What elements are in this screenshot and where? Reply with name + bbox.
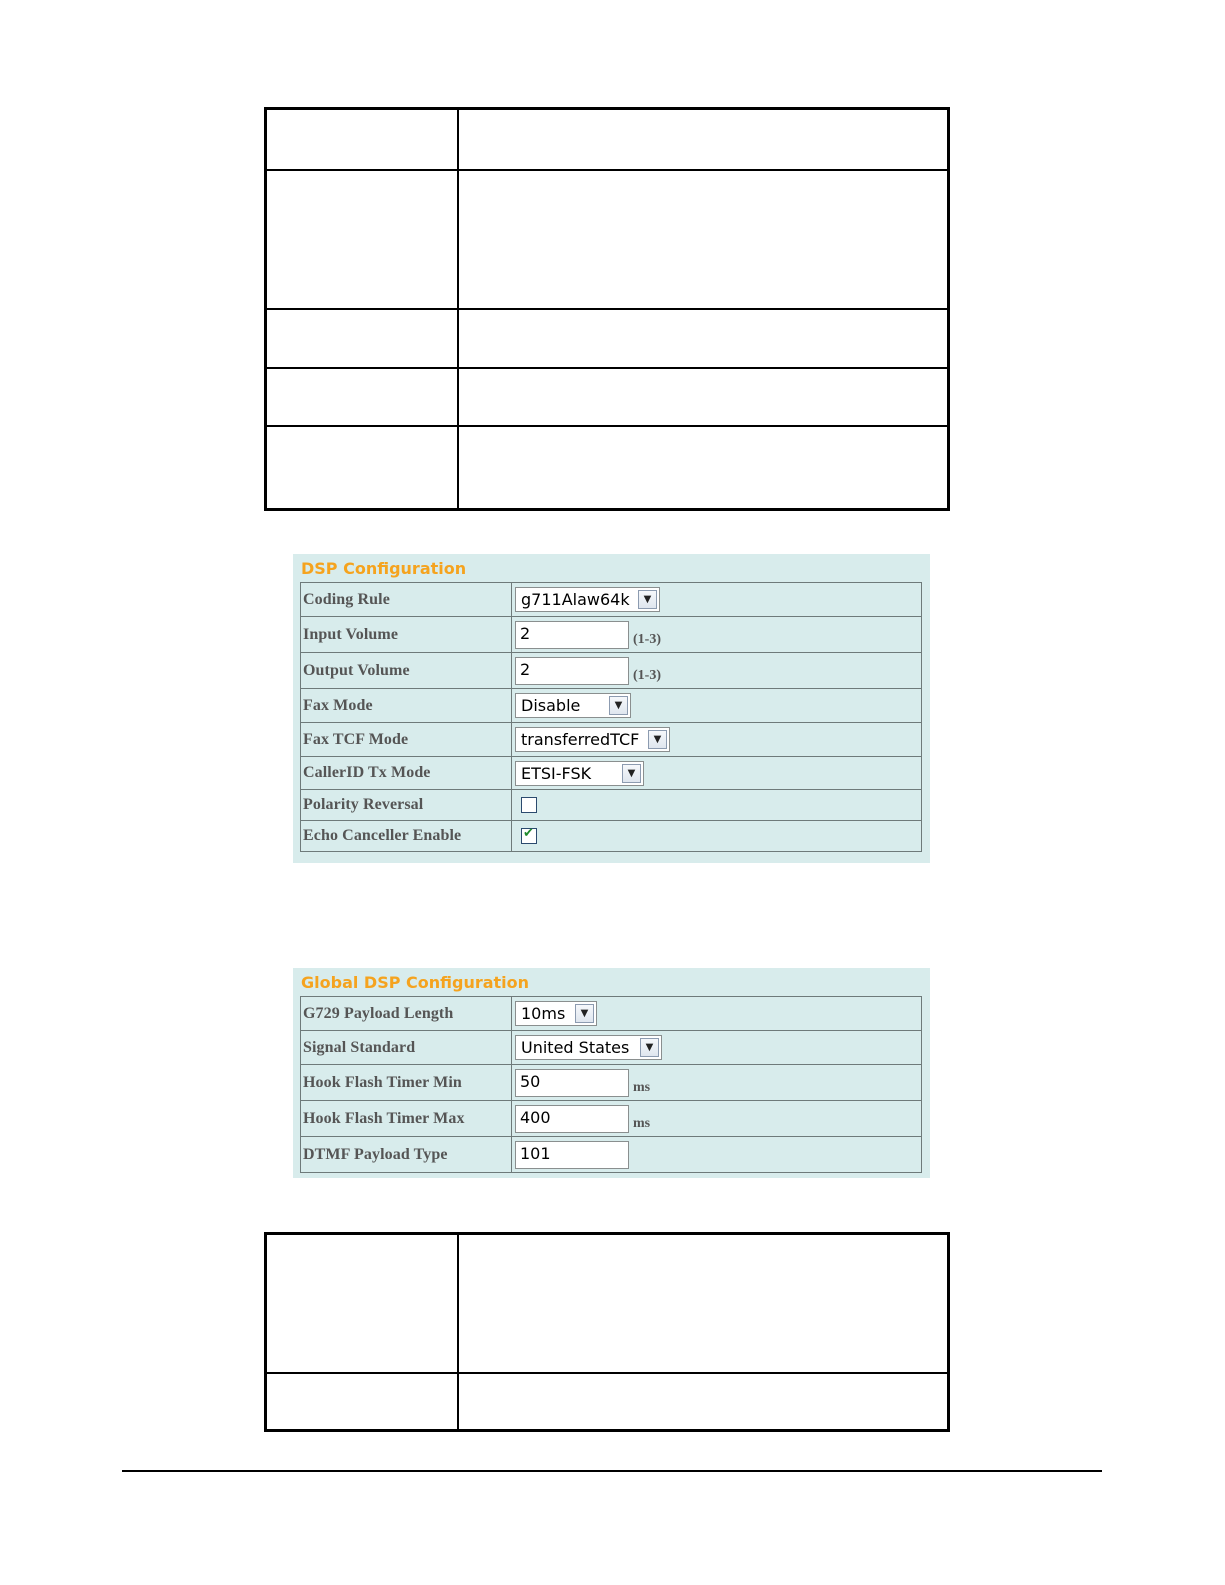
dsp-config-table bbox=[300, 582, 922, 852]
polarity-reversal-label: Polarity Reversal bbox=[301, 790, 512, 821]
signal-standard-label: Signal Standard bbox=[301, 1031, 512, 1065]
hook-flash-max-label: Hook Flash Timer Max bbox=[301, 1101, 512, 1137]
callerid-tx-mode-row bbox=[301, 757, 922, 790]
input-volume-hint: (1-3) bbox=[633, 632, 661, 648]
hook-flash-max-unit: ms bbox=[633, 1116, 651, 1132]
chevron-down-icon: ▼ bbox=[622, 764, 641, 783]
table-cell bbox=[458, 309, 949, 368]
fax-mode-row bbox=[301, 689, 922, 723]
hook-flash-min-row bbox=[301, 1065, 922, 1101]
polarity-reversal-checkbox[interactable] bbox=[521, 797, 537, 813]
fax-tcf-mode-label: Fax TCF Mode bbox=[301, 723, 512, 757]
dsp-config-title: DSP Configuration bbox=[301, 559, 467, 578]
chevron-down-icon: ▼ bbox=[648, 730, 667, 749]
chevron-down-icon: ▼ bbox=[609, 696, 628, 715]
table-cell bbox=[266, 109, 459, 170]
fax-mode-select[interactable]: Disable ▼ bbox=[515, 693, 631, 718]
footer-divider bbox=[122, 1470, 1102, 1472]
g729-payload-length-label: G729 Payload Length bbox=[301, 997, 512, 1031]
table-cell bbox=[266, 368, 459, 426]
hook-flash-min-field[interactable]: 50 bbox=[515, 1069, 629, 1097]
callerid-tx-mode-select[interactable]: ETSI-FSK ▼ bbox=[515, 761, 644, 786]
global-dsp-config-table bbox=[300, 996, 922, 1173]
signal-standard-select[interactable]: United States ▼ bbox=[515, 1035, 662, 1060]
hook-flash-max-row bbox=[301, 1101, 922, 1137]
global-dsp-config-panel bbox=[293, 968, 930, 1178]
top-blank-table bbox=[264, 107, 950, 511]
global-dsp-config-title: Global DSP Configuration bbox=[301, 973, 530, 992]
table-cell bbox=[266, 309, 459, 368]
hook-flash-min-label: Hook Flash Timer Min bbox=[301, 1065, 512, 1101]
dtmf-payload-type-row bbox=[301, 1137, 922, 1173]
coding-rule-row bbox=[301, 583, 922, 617]
g729-payload-length-select[interactable]: 10ms ▼ bbox=[515, 1001, 597, 1026]
table-cell bbox=[458, 368, 949, 426]
coding-rule-label: Coding Rule bbox=[301, 583, 512, 617]
table-cell bbox=[266, 1373, 459, 1431]
chevron-down-icon: ▼ bbox=[575, 1004, 594, 1023]
output-volume-hint: (1-3) bbox=[633, 668, 661, 684]
input-volume-label: Input Volume bbox=[301, 617, 512, 653]
table-cell bbox=[266, 1234, 459, 1373]
dtmf-payload-type-field[interactable]: 101 bbox=[515, 1141, 629, 1169]
table-cell bbox=[458, 1373, 949, 1431]
output-volume-row bbox=[301, 653, 922, 689]
chevron-down-icon: ▼ bbox=[640, 1038, 659, 1057]
output-volume-field[interactable]: 2 bbox=[515, 657, 629, 685]
bottom-blank-table bbox=[264, 1232, 950, 1432]
echo-canceller-label: Echo Canceller Enable bbox=[301, 821, 512, 852]
table-cell bbox=[458, 426, 949, 510]
dtmf-payload-type-label: DTMF Payload Type bbox=[301, 1137, 512, 1173]
fax-tcf-mode-select[interactable]: transferredTCF ▼ bbox=[515, 727, 670, 752]
callerid-tx-mode-label: CallerID Tx Mode bbox=[301, 757, 512, 790]
signal-standard-row bbox=[301, 1031, 922, 1065]
table-cell bbox=[266, 426, 459, 510]
fax-tcf-mode-row bbox=[301, 723, 922, 757]
table-cell bbox=[266, 170, 459, 309]
table-cell bbox=[458, 1234, 949, 1373]
table-cell bbox=[458, 170, 949, 309]
coding-rule-select[interactable]: g711Alaw64k ▼ bbox=[515, 587, 660, 612]
fax-mode-label: Fax Mode bbox=[301, 689, 512, 723]
hook-flash-min-unit: ms bbox=[633, 1080, 651, 1096]
input-volume-row bbox=[301, 617, 922, 653]
polarity-reversal-row bbox=[301, 790, 922, 821]
hook-flash-max-field[interactable]: 400 bbox=[515, 1105, 629, 1133]
echo-canceller-row bbox=[301, 821, 922, 852]
echo-canceller-checkbox[interactable] bbox=[521, 828, 537, 844]
g729-payload-length-row bbox=[301, 997, 922, 1031]
table-cell bbox=[458, 109, 949, 170]
dsp-config-panel bbox=[293, 554, 930, 863]
input-volume-field[interactable]: 2 bbox=[515, 621, 629, 649]
chevron-down-icon: ▼ bbox=[638, 590, 657, 609]
output-volume-label: Output Volume bbox=[301, 653, 512, 689]
